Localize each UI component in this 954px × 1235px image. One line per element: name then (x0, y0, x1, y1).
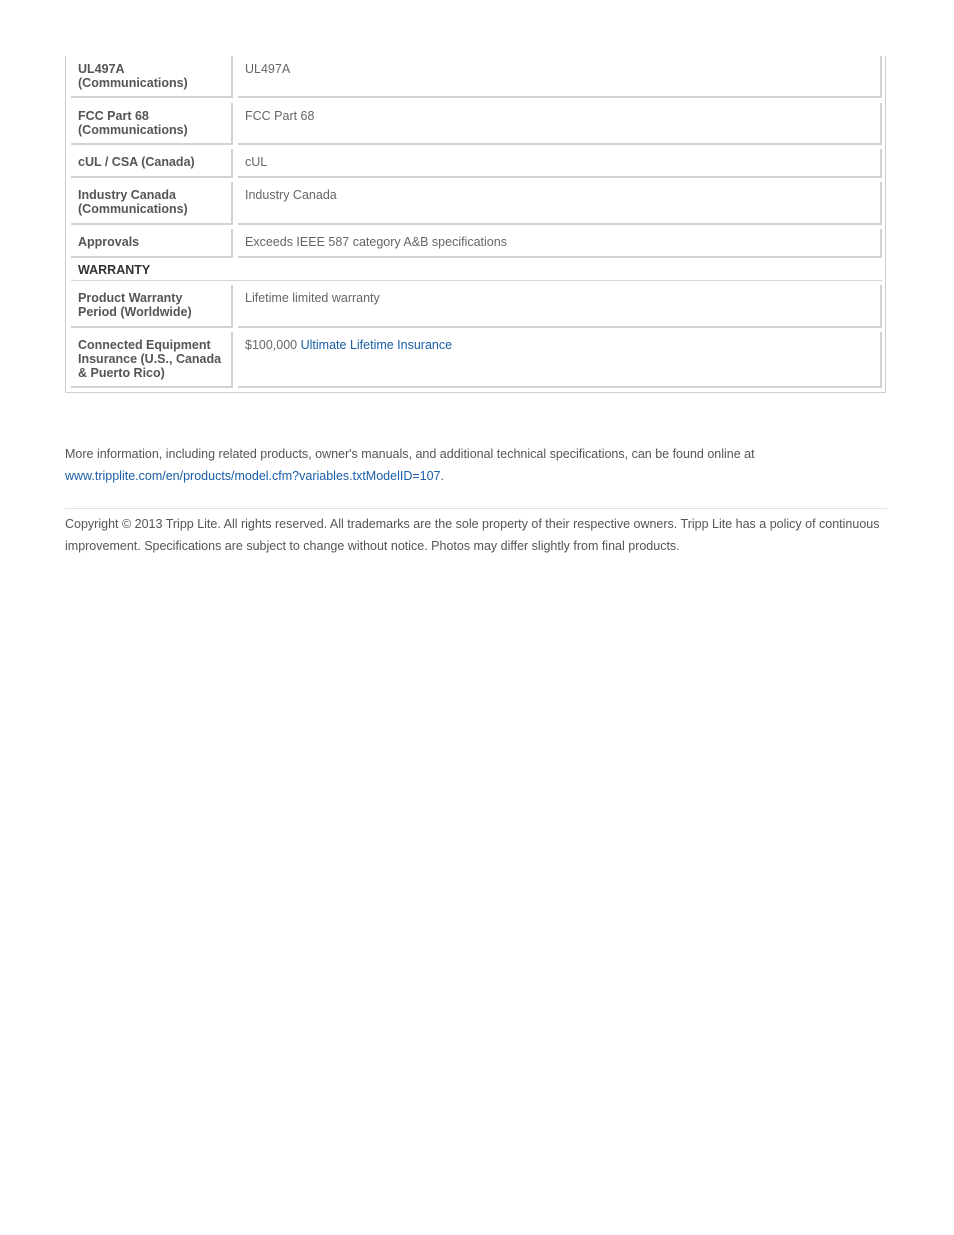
spec-value: Exceeds IEEE 587 category A&B specifications (238, 229, 882, 258)
spec-row-approvals (71, 229, 882, 258)
spec-table (65, 56, 886, 393)
spec-row-connected-insurance (71, 332, 882, 388)
spec-label: Product Warranty Period (Worldwide) (71, 285, 233, 328)
spec-value: cUL (238, 149, 882, 178)
spec-value: Lifetime limited warranty (238, 285, 882, 328)
ultimate-lifetime-insurance-link[interactable]: Ultimate Lifetime Insurance (300, 338, 453, 352)
spec-value (238, 332, 882, 388)
spec-row-industry-canada (71, 182, 882, 225)
copyright-line-1: Copyright © 2013 Tripp Lite. All rights reserved. All trademarks are the sole property of their respective owners. Tripp Lite has a policy of continuous (65, 517, 880, 531)
copyright-paragraph (65, 513, 887, 557)
spec-value: FCC Part 68 (238, 103, 882, 145)
spec-label: FCC Part 68 (Communications) (71, 103, 233, 145)
insurance-amount: $100,000 (245, 338, 298, 352)
spec-label: Approvals (71, 229, 233, 258)
spec-row-ul497a (71, 56, 882, 98)
spec-row-product-warranty (71, 285, 882, 328)
more-info-text: More information, including related products, owner's manuals, and additional technical specifications, can be found online at (65, 447, 755, 461)
section-divider (65, 508, 887, 509)
product-url-link[interactable]: www.tripplite.com/en/products/model.cfm?variables.txtModelID=107 (65, 469, 441, 483)
copyright-line-2: improvement. Specifications are subject to change without notice. Photos may differ slightly from final products. (65, 539, 680, 553)
spec-row-cul (71, 149, 882, 178)
spec-label: cUL / CSA (Canada) (71, 149, 233, 178)
spec-row-fcc (71, 103, 882, 145)
more-info-suffix: . (440, 469, 444, 483)
spec-label: UL497A (Communications) (71, 56, 233, 98)
spec-label: Industry Canada (Communications) (71, 182, 233, 225)
more-info-paragraph (65, 443, 887, 487)
spec-value: Industry Canada (238, 182, 882, 225)
warranty-section-header: WARRANTY (71, 257, 882, 281)
spec-label: Connected Equipment Insurance (U.S., Canada & Puerto Rico) (71, 332, 233, 388)
spec-value: UL497A (238, 56, 882, 98)
